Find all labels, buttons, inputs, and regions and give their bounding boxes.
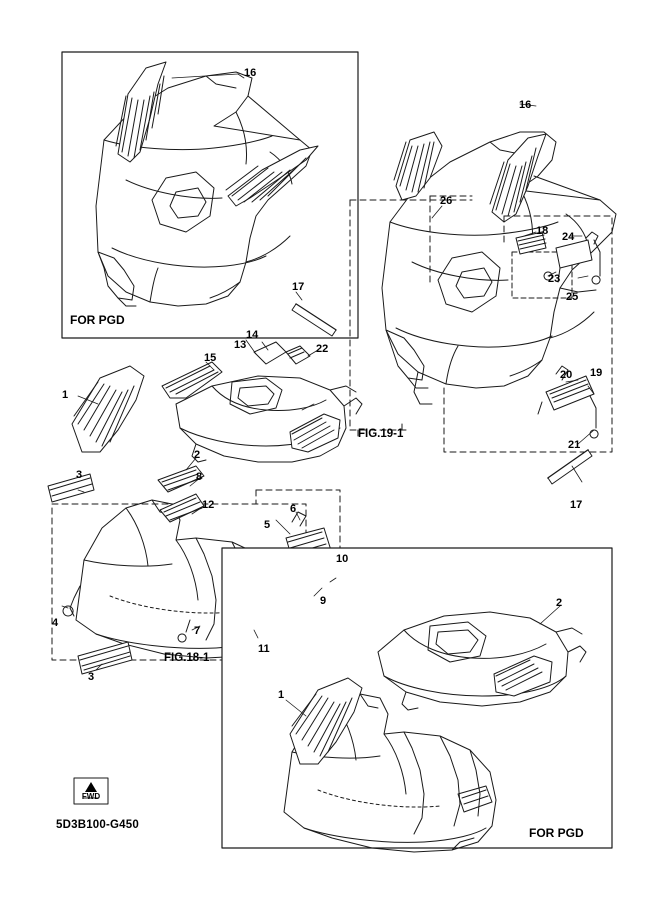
- callout-1a: 1: [62, 389, 69, 401]
- callout-25: 25: [566, 291, 579, 303]
- callout-23: 23: [548, 273, 561, 285]
- callout-2a: 2: [194, 449, 201, 461]
- callout-19: 19: [590, 367, 603, 379]
- callout-21: 21: [568, 439, 581, 451]
- callout-12: 12: [202, 499, 215, 511]
- callout-2b: 2: [556, 597, 563, 609]
- callout-7: 7: [194, 625, 201, 637]
- figure-ref-19-1: FIG.19-1: [358, 428, 404, 440]
- callout-5: 5: [264, 519, 271, 531]
- callout-1b: 1: [278, 689, 285, 701]
- fwd-marker-label: FWD: [81, 792, 101, 801]
- callout-26: 26: [440, 195, 453, 207]
- figure-ref-18-1: FIG.18-1: [164, 652, 210, 664]
- callout-3b: 3: [88, 671, 95, 683]
- callout-11: 11: [258, 643, 270, 655]
- callout-14: 14: [246, 329, 259, 341]
- box-label-for-pgd-bottom: FOR PGD: [529, 826, 584, 840]
- callout-6: 6: [290, 503, 297, 515]
- callout-17b: 17: [570, 499, 583, 511]
- callout-17a: 17: [292, 281, 305, 293]
- callout-8: 8: [196, 471, 203, 483]
- callout-9: 9: [320, 595, 327, 607]
- callout-4: 4: [52, 617, 59, 629]
- callout-10: 10: [336, 553, 349, 565]
- callout-18: 18: [536, 225, 549, 237]
- part-number: 5D3B100-G450: [56, 819, 139, 831]
- callout-3a: 3: [76, 469, 83, 481]
- callout-22: 22: [316, 343, 329, 355]
- box-label-for-pgd-top: FOR PGD: [70, 313, 125, 327]
- callout-13: 13: [234, 339, 247, 351]
- callout-16a: 16: [244, 67, 257, 79]
- callout-24: 24: [562, 231, 575, 243]
- callout-15: 15: [204, 352, 217, 364]
- callout-16b: 16: [519, 99, 532, 111]
- callout-20: 20: [560, 369, 573, 381]
